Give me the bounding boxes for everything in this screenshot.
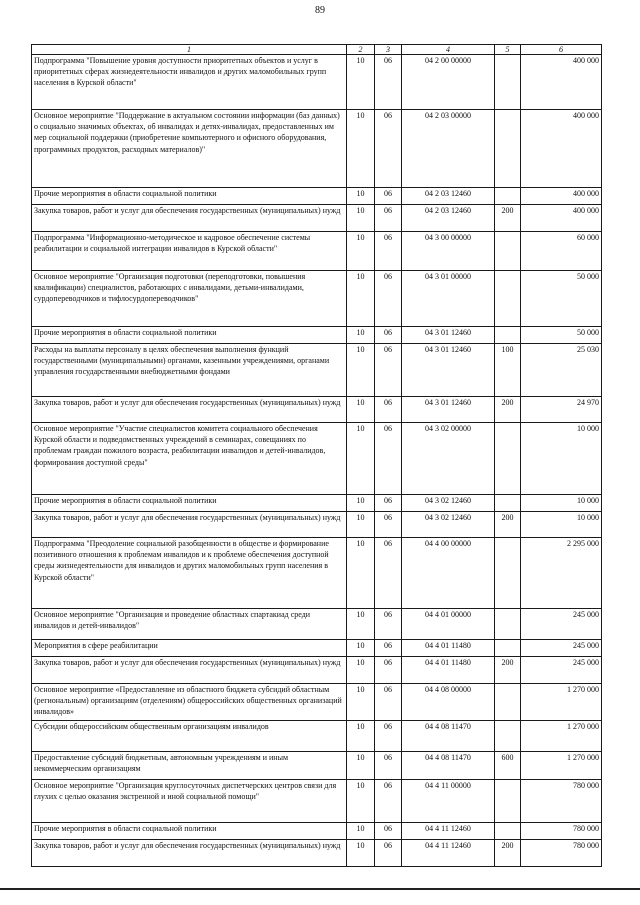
table-row	[32, 640, 602, 657]
cell-subsection: 06	[375, 110, 402, 188]
cell-section: 10	[347, 232, 375, 271]
cell-section: 10	[347, 55, 375, 110]
cell-section: 10	[347, 327, 375, 344]
cell-section: 10	[347, 721, 375, 752]
cell-subsection: 06	[375, 205, 402, 232]
cell-subsection: 06	[375, 640, 402, 657]
table-row	[32, 344, 602, 397]
cell-section: 10	[347, 538, 375, 609]
bottom-rule	[0, 888, 640, 890]
cell-target-code: 04 4 11 00000	[402, 780, 495, 823]
cell-description: Закупка товаров, работ и услуг для обеспечения государственных (муниципальных) нужд	[32, 512, 347, 538]
column-header-5: 5	[495, 45, 521, 55]
cell-description: Основное мероприятие "Организация и проведение областных спартакиад среди инвалидов и детей-инвалидов"	[32, 609, 347, 640]
cell-description: Основное мероприятие "Организация круглосуточных диспетчерских центров связи для глухих с целью оказания экстренной и иной социальной помощи"	[32, 780, 347, 823]
cell-expense-type	[495, 55, 521, 110]
cell-subsection: 06	[375, 327, 402, 344]
table-row	[32, 423, 602, 495]
table-row	[32, 538, 602, 609]
cell-description: Основное мероприятие «Предоставление из областного бюджета субсидий областным (региональным) организациям (отделениям) общероссийских общественных организаций инвалидов»	[32, 684, 347, 721]
cell-description: Прочие мероприятия в области социальной политики	[32, 188, 347, 205]
cell-expense-type	[495, 721, 521, 752]
cell-target-code: 04 2 03 12460	[402, 205, 495, 232]
cell-description: Подпрограмма "Повышение уровня доступности приоритетных объектов и услуг в приоритетных сферах жизнедеятельности инвалидов и других маломобильных групп населения в Курской области"	[32, 55, 347, 110]
cell-target-code: 04 2 03 12460	[402, 188, 495, 205]
cell-expense-type	[495, 110, 521, 188]
cell-section: 10	[347, 840, 375, 867]
cell-expense-type	[495, 232, 521, 271]
budget-table	[31, 44, 602, 867]
cell-target-code: 04 3 01 12460	[402, 397, 495, 423]
cell-expense-type	[495, 495, 521, 512]
cell-amount: 2 295 000	[521, 538, 602, 609]
cell-amount: 1 270 000	[521, 684, 602, 721]
cell-expense-type	[495, 640, 521, 657]
cell-expense-type: 200	[495, 840, 521, 867]
cell-amount: 24 970	[521, 397, 602, 423]
cell-amount: 1 270 000	[521, 721, 602, 752]
cell-subsection: 06	[375, 823, 402, 840]
cell-description: Мероприятия в сфере реабилитации	[32, 640, 347, 657]
cell-expense-type	[495, 684, 521, 721]
cell-subsection: 06	[375, 840, 402, 867]
cell-expense-type	[495, 271, 521, 327]
cell-subsection: 06	[375, 232, 402, 271]
cell-target-code: 04 3 01 12460	[402, 327, 495, 344]
cell-description: Прочие мероприятия в области социальной политики	[32, 495, 347, 512]
cell-subsection: 06	[375, 344, 402, 397]
table-row	[32, 327, 602, 344]
cell-amount: 245 000	[521, 640, 602, 657]
cell-subsection: 06	[375, 657, 402, 684]
cell-expense-type: 100	[495, 344, 521, 397]
table-row	[32, 397, 602, 423]
cell-expense-type	[495, 423, 521, 495]
cell-target-code: 04 4 08 11470	[402, 752, 495, 780]
table-row	[32, 188, 602, 205]
cell-subsection: 06	[375, 780, 402, 823]
cell-amount: 400 000	[521, 205, 602, 232]
cell-expense-type	[495, 609, 521, 640]
table-row	[32, 721, 602, 752]
cell-amount: 780 000	[521, 780, 602, 823]
cell-target-code: 04 4 11 12460	[402, 840, 495, 867]
cell-expense-type: 200	[495, 657, 521, 684]
cell-amount: 400 000	[521, 55, 602, 110]
cell-description: Закупка товаров, работ и услуг для обеспечения государственных (муниципальных) нужд	[32, 840, 347, 867]
cell-section: 10	[347, 423, 375, 495]
cell-subsection: 06	[375, 512, 402, 538]
cell-target-code: 04 4 00 00000	[402, 538, 495, 609]
cell-target-code: 04 4 01 11480	[402, 640, 495, 657]
table-row	[32, 823, 602, 840]
cell-amount: 50 000	[521, 327, 602, 344]
cell-amount: 10 000	[521, 495, 602, 512]
cell-amount: 10 000	[521, 423, 602, 495]
cell-description: Подпрограмма "Информационно-методическое и кадровое обеспечение системы реабилитации и социальной интеграции инвалидов в Курской области"	[32, 232, 347, 271]
table-row	[32, 495, 602, 512]
column-header-6: 6	[521, 45, 602, 55]
cell-expense-type	[495, 188, 521, 205]
cell-subsection: 06	[375, 423, 402, 495]
cell-subsection: 06	[375, 397, 402, 423]
table-row	[32, 609, 602, 640]
cell-subsection: 06	[375, 721, 402, 752]
cell-amount: 60 000	[521, 232, 602, 271]
cell-target-code: 04 3 01 12460	[402, 344, 495, 397]
cell-description: Основное мероприятие "Поддержание в актуальном состоянии информации (баз данных) о социально значимых объектах, об инвалидах и детях-инвалидах, предоставленных им мер социальной поддержки (приобретение компьютерного и офисного оборудования, программных продуктов, расходных материалов)"	[32, 110, 347, 188]
cell-description: Закупка товаров, работ и услуг для обеспечения государственных (муниципальных) нужд	[32, 397, 347, 423]
cell-subsection: 06	[375, 271, 402, 327]
cell-section: 10	[347, 752, 375, 780]
table-row	[32, 205, 602, 232]
table-row	[32, 55, 602, 110]
cell-expense-type	[495, 327, 521, 344]
cell-amount: 400 000	[521, 188, 602, 205]
cell-section: 10	[347, 780, 375, 823]
cell-target-code: 04 3 02 00000	[402, 423, 495, 495]
cell-description: Прочие мероприятия в области социальной политики	[32, 823, 347, 840]
cell-subsection: 06	[375, 55, 402, 110]
table-row	[32, 657, 602, 684]
cell-section: 10	[347, 823, 375, 840]
cell-expense-type: 200	[495, 512, 521, 538]
cell-section: 10	[347, 188, 375, 205]
cell-description: Предоставление субсидий бюджетным, автономным учреждениям и иным некоммерческим организациям	[32, 752, 347, 780]
cell-subsection: 06	[375, 684, 402, 721]
cell-section: 10	[347, 640, 375, 657]
column-header-3: 3	[375, 45, 402, 55]
cell-amount: 50 000	[521, 271, 602, 327]
table-row	[32, 752, 602, 780]
cell-subsection: 06	[375, 609, 402, 640]
table-row	[32, 512, 602, 538]
table-row	[32, 684, 602, 721]
cell-section: 10	[347, 397, 375, 423]
cell-expense-type: 600	[495, 752, 521, 780]
cell-description: Подпрограмма "Преодоление социальной разобщенности в обществе и формирование позитивного отношения к проблемам инвалидов и к проблеме обеспечения доступной среды жизнедеятельности для инвалидов и других маломобильных групп населения в Курской области"	[32, 538, 347, 609]
column-header-4: 4	[402, 45, 495, 55]
cell-target-code: 04 3 02 12460	[402, 495, 495, 512]
cell-target-code: 04 4 01 11480	[402, 657, 495, 684]
cell-description: Основное мероприятие "Участие специалистов комитета социального обеспечения Курской области и подведомственных учреждений в семинарах, совещаниях по проблемам граждан пожилого возраста, реабилитации инвалидов и детей-инвалидов, формирования доступной среды"	[32, 423, 347, 495]
cell-description: Закупка товаров, работ и услуг для обеспечения государственных (муниципальных) нужд	[32, 657, 347, 684]
table-header-row	[32, 45, 602, 55]
cell-expense-type	[495, 823, 521, 840]
cell-section: 10	[347, 495, 375, 512]
cell-description: Основное мероприятие "Организация подготовки (переподготовки, повышения квалификации) специалистов, работающих с инвалидами, детьми-инвалидами, сурдопереводчиков и тифлосурдопереводчиков"	[32, 271, 347, 327]
cell-target-code: 04 2 03 00000	[402, 110, 495, 188]
cell-amount: 780 000	[521, 823, 602, 840]
cell-section: 10	[347, 684, 375, 721]
cell-description: Прочие мероприятия в области социальной политики	[32, 327, 347, 344]
table-row	[32, 780, 602, 823]
cell-section: 10	[347, 609, 375, 640]
cell-expense-type	[495, 538, 521, 609]
cell-amount: 245 000	[521, 657, 602, 684]
cell-target-code: 04 3 02 12460	[402, 512, 495, 538]
column-header-1: 1	[32, 45, 347, 55]
table-row	[32, 840, 602, 867]
cell-amount: 245 000	[521, 609, 602, 640]
cell-subsection: 06	[375, 495, 402, 512]
cell-description: Расходы на выплаты персоналу в целях обеспечения выполнения функций государственными (муниципальными) органами, казенными учреждениями, органами управления государственными внебюджетными фондами	[32, 344, 347, 397]
cell-target-code: 04 4 08 11470	[402, 721, 495, 752]
cell-expense-type	[495, 780, 521, 823]
table-body	[32, 55, 602, 867]
cell-target-code: 04 3 01 00000	[402, 271, 495, 327]
table-row	[32, 110, 602, 188]
column-header-2: 2	[347, 45, 375, 55]
cell-target-code: 04 2 00 00000	[402, 55, 495, 110]
cell-target-code: 04 3 00 00000	[402, 232, 495, 271]
cell-section: 10	[347, 110, 375, 188]
cell-amount: 1 270 000	[521, 752, 602, 780]
cell-section: 10	[347, 344, 375, 397]
cell-amount: 780 000	[521, 840, 602, 867]
cell-subsection: 06	[375, 188, 402, 205]
cell-target-code: 04 4 08 00000	[402, 684, 495, 721]
cell-section: 10	[347, 512, 375, 538]
cell-section: 10	[347, 657, 375, 684]
cell-amount: 25 030	[521, 344, 602, 397]
cell-subsection: 06	[375, 752, 402, 780]
table-row	[32, 232, 602, 271]
cell-target-code: 04 4 01 00000	[402, 609, 495, 640]
cell-amount: 10 000	[521, 512, 602, 538]
cell-target-code: 04 4 11 12460	[402, 823, 495, 840]
cell-description: Субсидии общероссийским общественным организациям инвалидов	[32, 721, 347, 752]
cell-expense-type: 200	[495, 397, 521, 423]
cell-amount: 400 000	[521, 110, 602, 188]
cell-expense-type: 200	[495, 205, 521, 232]
cell-description: Закупка товаров, работ и услуг для обеспечения государственных (муниципальных) нужд	[32, 205, 347, 232]
table-row	[32, 271, 602, 327]
cell-section: 10	[347, 271, 375, 327]
cell-section: 10	[347, 205, 375, 232]
page-number: 89	[315, 5, 325, 16]
cell-subsection: 06	[375, 538, 402, 609]
